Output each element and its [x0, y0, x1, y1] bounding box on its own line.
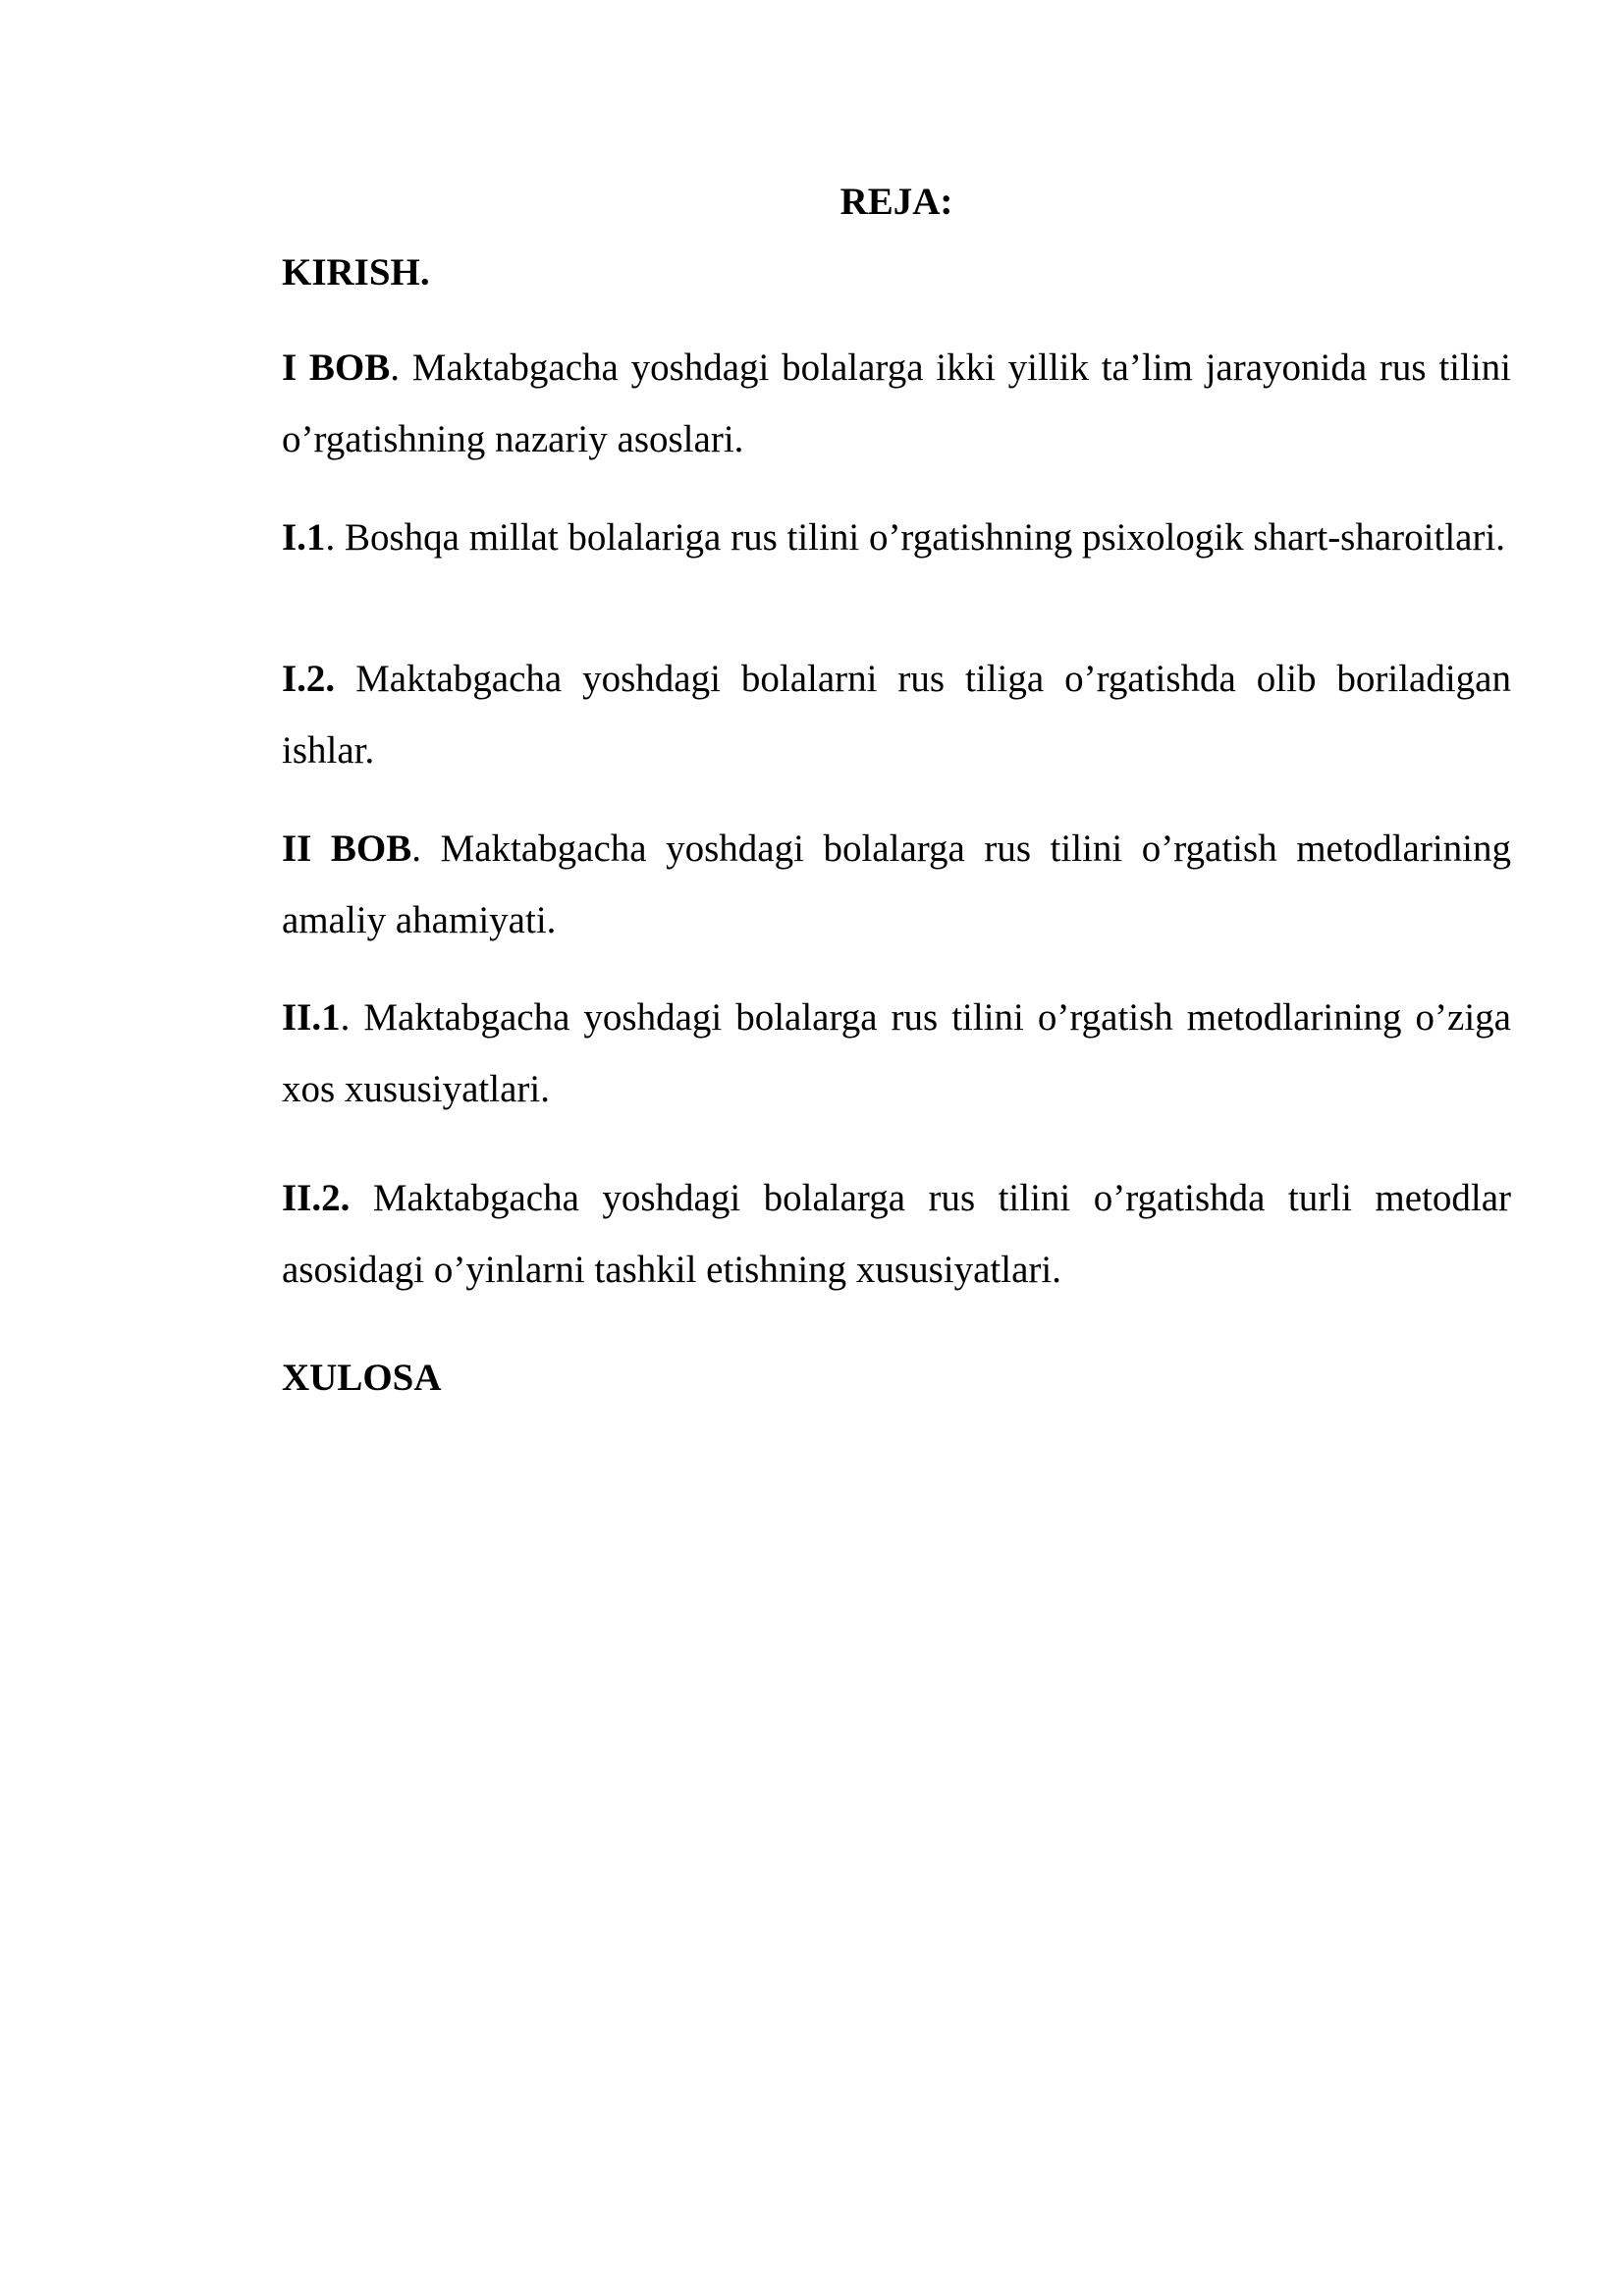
- toc-entry-ii-1: [282, 982, 1511, 1125]
- conclusion-heading: XULOSA: [282, 1357, 442, 1399]
- toc-entry-i-1: [282, 502, 1511, 573]
- toc-entry-text: . Maktabgacha yoshdagi bolalarga ikki yillik ta’lim jarayonida rus tilini o’rgatishning nazariy asoslari.: [282, 347, 1511, 460]
- toc-entry-text: Maktabgacha yoshdagi bolalarni rus tiliga o’rgatishda olib boriladigan ishlar.: [282, 658, 1511, 772]
- toc-entry-text: Maktabgacha yoshdagi bolalarga rus tilini o’rgatishda turli metodlar asosidagi o’yinlarni tashkil etishning xususiyatlari.: [282, 1177, 1511, 1291]
- toc-entry-ii-bob: [282, 813, 1511, 956]
- toc-entry-i-2: [282, 643, 1511, 786]
- toc-entry-label: I.1: [282, 516, 326, 559]
- toc-entry-text: . Maktabgacha yoshdagi bolalarga rus tilini o’rgatish metodlarining amaliy ahamiyati.: [282, 828, 1512, 941]
- toc-entry-text: . Maktabgacha yoshdagi bolalarga rus tilini o’rgatish metodlarining o’ziga xos xususiyatlari.: [282, 996, 1511, 1110]
- toc-entry-label: II.2.: [282, 1177, 351, 1219]
- toc-entry-i-bob: [282, 332, 1511, 475]
- toc-entry-label: II.1: [282, 996, 341, 1039]
- toc-entry-label: I.2.: [282, 658, 336, 700]
- toc-entry-label: I BOB: [282, 347, 391, 389]
- page-title: REJA:: [839, 181, 953, 223]
- toc-entry-text: . Boshqa millat bolalariga rus tilini o’rgatishning psixologik shart-sharoitlari.: [325, 516, 1506, 559]
- toc-entry-label: II BOB: [282, 828, 412, 870]
- toc-entry-ii-2: [282, 1162, 1511, 1306]
- intro-heading: KIRISH.: [282, 251, 430, 294]
